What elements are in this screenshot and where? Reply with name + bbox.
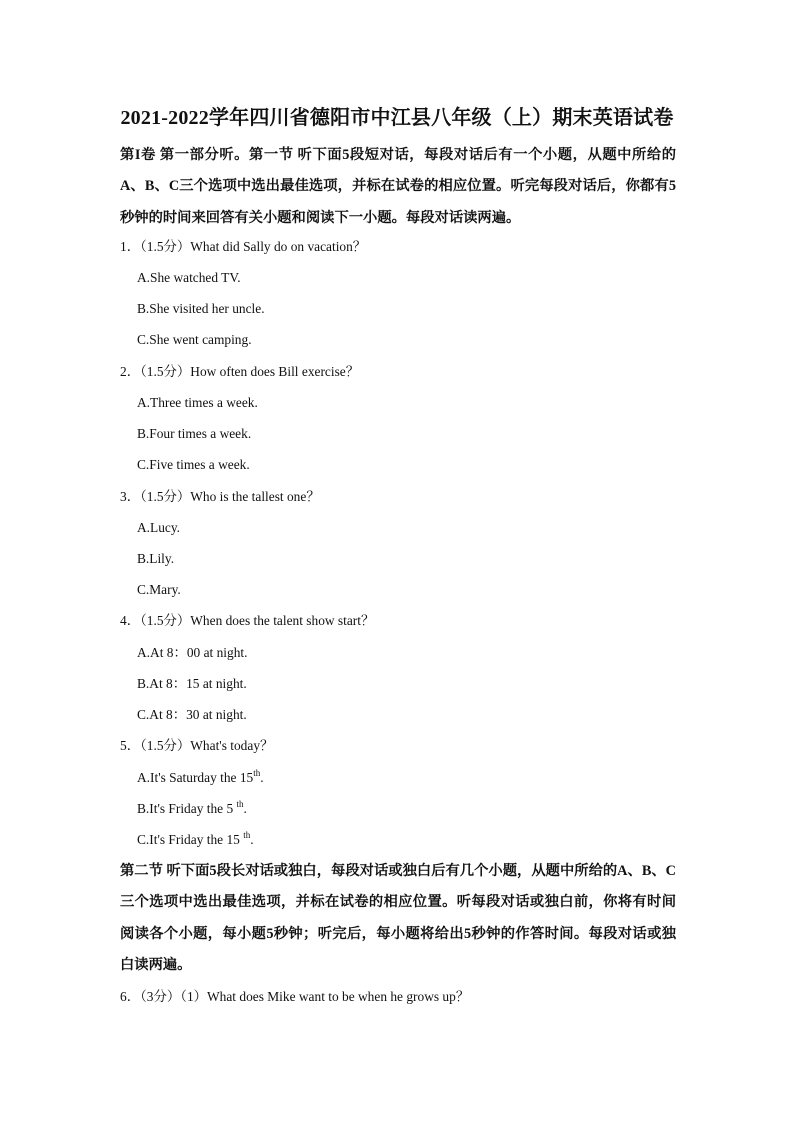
option-period: . — [243, 801, 247, 816]
page-title: 2021-2022学年四川省德阳市中江县八年级（上）期末英语试卷 — [120, 107, 674, 129]
question-6: 6．（3分）（1）What does Mike want to be when he grows up？ — [120, 989, 470, 1004]
option-period: . — [260, 770, 264, 785]
question-1-option-c: C.She went camping. — [137, 332, 252, 347]
option-text: A.It's Saturday the 15 — [137, 770, 254, 785]
question-1-option-a: A.She watched TV. — [137, 270, 241, 285]
question-3-option-a: A.Lucy. — [137, 520, 181, 535]
question-5: 5．（1.5分）What's today？ — [120, 738, 274, 753]
question-3-option-b: B.Lily. — [137, 551, 175, 566]
question-5-option-b — [137, 799, 657, 819]
question-4: 4．（1.5分）When does the talent show start？ — [120, 613, 375, 628]
ordinal-suffix: th — [243, 830, 251, 840]
option-period: . — [250, 832, 254, 847]
section-intro-part1: 第I卷 第一部分听。第一节 听下面5段短对话，每段对话后有一个小题，从题中所给的A、B、C三个选项中选出最佳选项，并标在试卷的相应位置。听完每段对话后，你都有5秒钟的时间来回答有关小题和阅读下一小题。每段对话读两遍。 — [120, 147, 676, 226]
option-text: C.It's Friday the 15 — [137, 832, 244, 847]
question-4-option-b: B.At 8：15 at night. — [137, 676, 247, 691]
ordinal-suffix: th — [236, 799, 244, 809]
question-4-option-a: A.At 8：00 at night. — [137, 645, 248, 660]
question-5-option-c — [137, 830, 657, 850]
question-4-option-c: C.At 8：30 at night. — [137, 707, 247, 722]
option-text: B.It's Friday the 5 — [137, 801, 237, 816]
question-2: 2．（1.5分）How often does Bill exercise？ — [120, 364, 360, 379]
section-intro-part2: 第二节 听下面5段长对话或独白，每段对话或独白后有几个小题，从题中所给的A、B、C三个选项中选出最佳选项，并标在试卷的相应位置。听每段对话或独白前，你将有时间阅读各个小题，每小题5秒钟；听完后，每小题将给出5秒钟的作答时间。每段对话或独白读两遍。 — [120, 863, 676, 973]
question-2-option-c: C.Five times a week. — [137, 457, 250, 472]
question-2-option-b: B.Four times a week. — [137, 426, 252, 441]
question-1-option-b: B.She visited her uncle. — [137, 301, 265, 316]
question-5-option-a — [137, 768, 657, 788]
question-2-option-a: A.Three times a week. — [137, 395, 258, 410]
ordinal-suffix: th — [253, 768, 261, 778]
question-3-option-c: C.Mary. — [137, 582, 181, 597]
question-1: 1．（1.5分）What did Sally do on vacation？ — [120, 239, 367, 254]
question-3: 3．（1.5分）Who is the tallest one？ — [120, 489, 320, 504]
